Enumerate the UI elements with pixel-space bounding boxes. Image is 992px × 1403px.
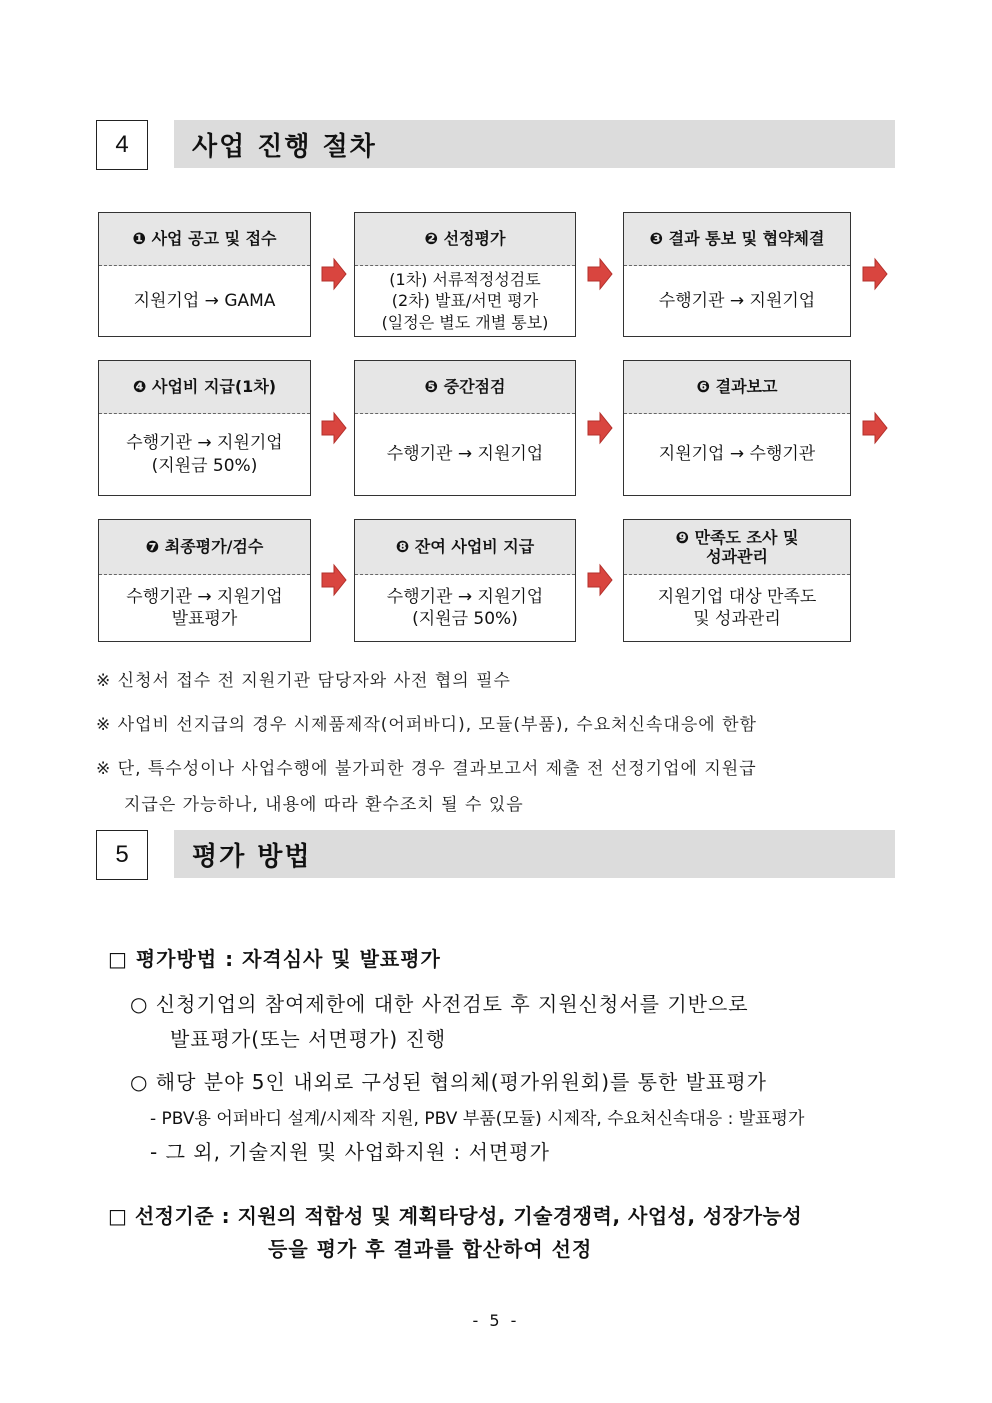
step-line: 수행기관 → 지원기업 [126, 586, 283, 607]
arrow-right-icon [862, 410, 888, 446]
arrow-right-icon [862, 256, 888, 292]
step-box-5 [354, 360, 576, 496]
section-title: 사업 진행 절차 [174, 120, 895, 168]
step-line: 수행기관 → 지원기업 [126, 433, 283, 454]
method-dash-2: - 그 외, 기술지원 및 사업화지원 : 서면평가 [150, 1140, 550, 1164]
step-line: 수행기관 → 지원기업 [386, 444, 544, 465]
criteria-line-2: 등을 평가 후 결과를 합산하여 선정 [268, 1237, 593, 1261]
step-title: ❶ 사업 공고 및 접수 [99, 213, 310, 266]
step-line: 수행기관 → 지원기업 [386, 586, 544, 607]
step-title: ❼ 최종평가/검수 [99, 520, 310, 575]
step-title: ❷ 선정평가 [355, 213, 575, 266]
step-line: (일정은 별도 개별 통보) [381, 312, 549, 332]
step-box-9 [623, 519, 851, 642]
method-bullet-2: ○ 해당 분야 5인 내외로 구성된 협의체(평가위원회)를 통한 발표평가 [130, 1070, 767, 1094]
step-line: (2차) 발표/서면 평가 [391, 291, 539, 311]
step-line: (지원금 50%) [412, 609, 518, 629]
arrow-right-icon [321, 562, 347, 598]
step-title-line: ❾ 만족도 조사 및 [675, 527, 799, 547]
step-line: (1차) 서류적정성검토 [389, 269, 541, 289]
step-title: ❸ 결과 통보 및 협약체결 [624, 213, 850, 266]
step-line: 발표평가 [171, 609, 238, 629]
step-box-3 [623, 212, 851, 337]
section-number: 4 [96, 120, 148, 170]
step-line: 수행기관 → 지원기업 [658, 290, 816, 311]
method-heading: □ 평가방법 : 자격심사 및 발표평가 [108, 947, 441, 971]
step-box-1 [98, 212, 311, 337]
step-line: 및 성과관리 [693, 609, 781, 629]
arrow-right-icon [587, 562, 613, 598]
step-line: 지원기업 → 수행기관 [658, 444, 816, 465]
note-3: ※ 단, 특수성이나 사업수행에 불가피한 경우 결과보고서 제출 전 선정기업에 지원급 [96, 759, 757, 779]
step-box-4 [98, 360, 311, 496]
step-title-line: 성과관리 [706, 547, 768, 566]
step-title: ❺ 중간점검 [355, 361, 575, 414]
step-box-8 [354, 519, 576, 642]
section-5-header [96, 830, 896, 880]
arrow-right-icon [321, 410, 347, 446]
criteria-line-1: □ 선정기준 : 지원의 적합성 및 계획타당성, 기술경쟁력, 사업성, 성장가능성 [108, 1204, 803, 1228]
section-number: 5 [96, 830, 148, 880]
arrow-right-icon [321, 256, 347, 292]
step-line: 지원기업 대상 만족도 [657, 586, 817, 607]
section-title: 평가 방법 [174, 830, 895, 878]
section-4-header [96, 120, 896, 170]
method-dash-1: - PBV용 어퍼바디 설계/시제작 지원, PBV 부품(모듈) 시제작, 수요처신속대응 : 발표평가 [150, 1109, 805, 1129]
step-line: (지원금 50%) [151, 455, 258, 476]
step-box-2 [354, 212, 576, 337]
step-title [624, 520, 850, 575]
method-bullet-1-continued: 발표평가(또는 서면평가) 진행 [170, 1027, 447, 1051]
step-title: ❽ 잔여 사업비 지급 [355, 520, 575, 575]
step-title: ❹ 사업비 지급(1차) [99, 361, 310, 414]
step-title: ❻ 결과보고 [624, 361, 850, 414]
arrow-right-icon [587, 256, 613, 292]
step-line: 지원기업 → GAMA [133, 290, 276, 311]
arrow-right-icon [587, 410, 613, 446]
step-box-6 [623, 360, 851, 496]
method-bullet-1: ○ 신청기업의 참여제한에 대한 사전검토 후 지원신청서를 기반으로 [130, 992, 749, 1016]
note-1: ※ 신청서 접수 전 지원기관 담당자와 사전 협의 필수 [96, 671, 511, 691]
page-number: - 5 - [472, 1311, 520, 1330]
step-box-7 [98, 519, 311, 642]
note-2: ※ 사업비 선지급의 경우 시제품제작(어퍼바디), 모듈(부품), 수요처신속대응에 한함 [96, 715, 757, 735]
note-3-continued: 지급은 가능하나, 내용에 따라 환수조치 될 수 있음 [124, 795, 524, 815]
